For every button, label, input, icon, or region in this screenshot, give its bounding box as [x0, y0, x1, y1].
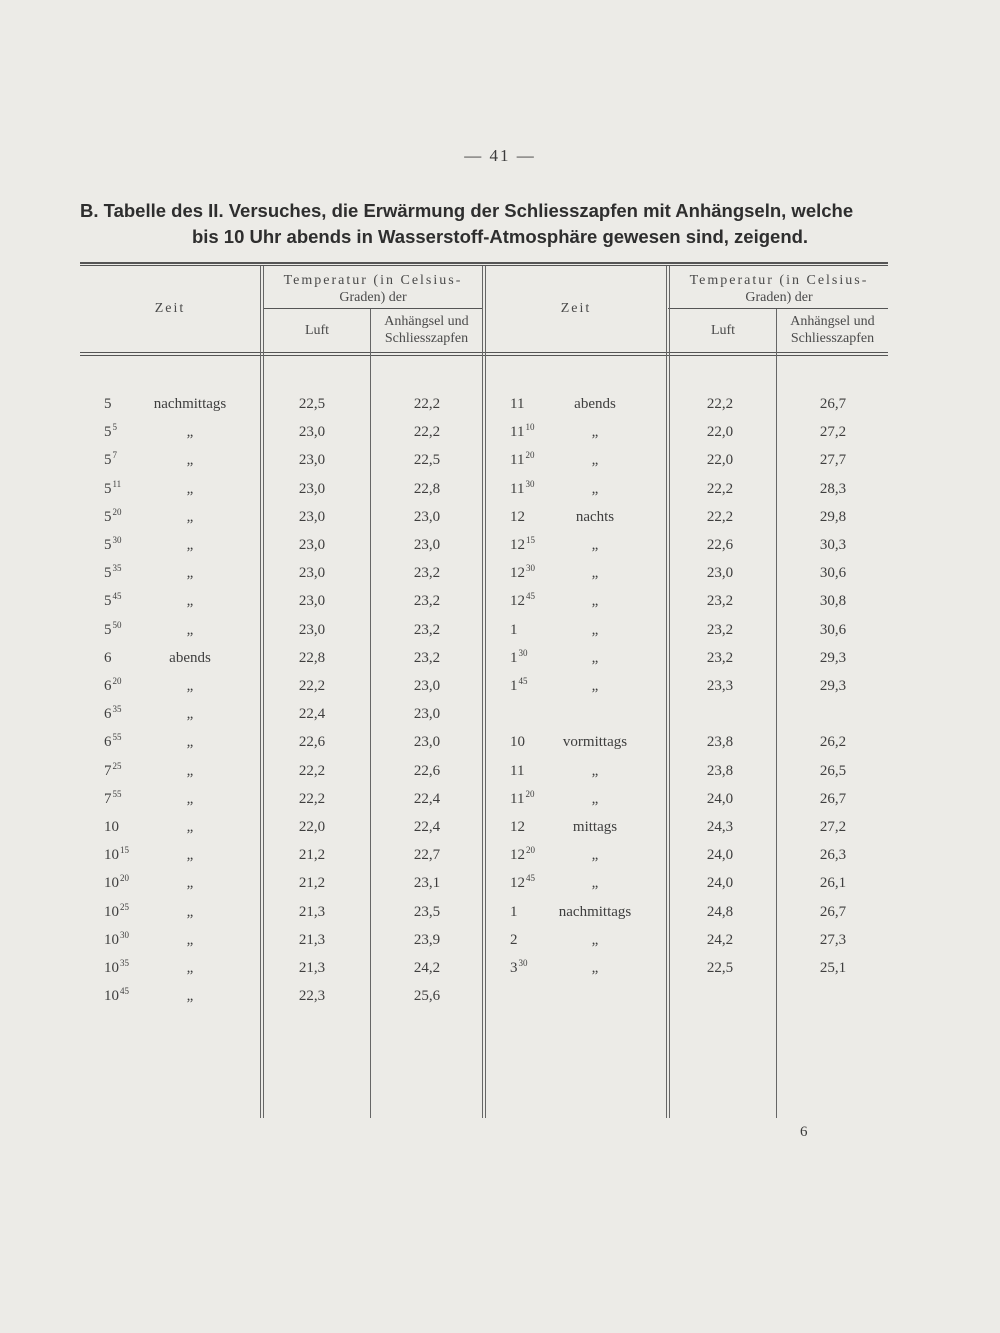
time-hour: 11: [510, 790, 525, 807]
time-hour: 7: [104, 762, 112, 779]
time-minutes: 50: [112, 619, 122, 630]
left-anh-value: 22,4: [413, 790, 441, 807]
left-time: [104, 706, 122, 723]
time-hour: 6: [104, 734, 112, 751]
right-time: [510, 932, 518, 949]
left-anh-value: 23,1: [413, 875, 441, 892]
right-luft-value: 22,2: [706, 396, 734, 412]
left-anh-value: 22,6: [413, 762, 441, 779]
right-anh-value: 27,2: [819, 424, 847, 441]
time-hour: 10: [104, 931, 119, 948]
left-luft-value: 22,5: [298, 396, 326, 412]
left-luft-value: 22,6: [298, 734, 326, 751]
left-luft-value: 22,2: [298, 678, 326, 694]
right-luft-value: 23,3: [706, 678, 734, 694]
right-anh-value: 30,6: [819, 621, 847, 638]
header-anh-line1: Anhängsel und: [384, 314, 469, 329]
time-minutes: 10: [525, 422, 535, 433]
time-minutes: 35: [120, 958, 129, 968]
header-bottom-rule: [80, 352, 888, 353]
page-number: — 41 —: [464, 146, 536, 165]
time-minutes: 30: [518, 958, 528, 968]
right-luft-value: 22,2: [706, 508, 734, 525]
left-time-word: „: [186, 593, 194, 610]
left-anh-value: 23,9: [413, 931, 441, 948]
time-hour: 6: [104, 678, 112, 694]
right-luft-value: 22,5: [706, 960, 734, 976]
left-time-word: „: [186, 903, 194, 920]
left-time: [104, 760, 122, 780]
left-anh-value: 23,2: [413, 565, 441, 582]
left-time-word: „: [186, 762, 194, 779]
right-time: [510, 622, 518, 639]
left-time: [104, 875, 129, 892]
time-hour: 5: [104, 480, 112, 497]
left-time: [104, 619, 122, 639]
right-time-word: „: [591, 960, 599, 976]
left-time-word: „: [186, 621, 194, 638]
left-luft-value: 22,2: [298, 762, 326, 779]
right-anh-value: 27,7: [819, 452, 847, 469]
left-anh-value: 22,5: [413, 452, 441, 469]
right-time-word: „: [591, 762, 599, 779]
left-time-word: „: [186, 508, 194, 525]
right-time: [510, 875, 535, 892]
right-time: [510, 478, 535, 498]
header-temp-line1: Temperatur (in Celsius-: [689, 273, 869, 288]
right-luft-value: 23,0: [706, 565, 734, 582]
left-luft-value: 22,3: [298, 988, 326, 1005]
time-hour: 5: [104, 565, 112, 582]
left-time-word: „: [186, 678, 194, 694]
time-hour: 12: [510, 593, 525, 610]
right-luft-value: 23,2: [706, 593, 734, 610]
right-anh-value: 27,2: [819, 819, 847, 835]
time-minutes: 20: [120, 873, 129, 884]
time-minutes: 20: [112, 676, 122, 686]
left-time: [104, 396, 112, 413]
left-time-word: „: [186, 988, 194, 1005]
right-anh-value: 26,3: [819, 847, 847, 864]
left-time-word: „: [186, 960, 194, 976]
time-minutes: 45: [120, 986, 129, 997]
time-minutes: 45: [518, 676, 528, 686]
time-hour: 5: [104, 537, 112, 553]
right-time-word: „: [591, 678, 599, 694]
right-time-word: „: [591, 593, 599, 610]
left-luft-value: 21,2: [298, 847, 326, 864]
time-hour: 5: [104, 396, 112, 412]
left-time: [104, 988, 129, 1005]
left-time-word: „: [186, 819, 194, 835]
right-anh-value: 27,3: [819, 931, 847, 948]
right-luft-value: 23,8: [706, 762, 734, 779]
right-time: [510, 452, 534, 469]
right-time: [510, 819, 525, 836]
header-temp-line1: Temperatur (in Celsius-: [283, 273, 463, 288]
left-time: [104, 537, 122, 554]
time-minutes: 30: [526, 563, 535, 574]
left-luft-value: 23,0: [298, 537, 326, 553]
right-anh-value: 29,8: [819, 508, 847, 525]
time-minutes: 30: [525, 478, 535, 489]
left-time-word: „: [186, 452, 194, 469]
right-time-word: „: [591, 565, 599, 582]
header-anh-left: [371, 313, 482, 347]
header-zeit-right: Zeit: [560, 301, 592, 316]
left-time-word: „: [186, 565, 194, 582]
time-minutes: 45: [526, 591, 535, 602]
header-bottom-rule-2: [80, 355, 888, 356]
time-hour: 10: [510, 734, 525, 751]
left-luft-value: 21,2: [298, 875, 326, 892]
header-anh-line2: Schliesszapfen: [790, 331, 875, 346]
header-temp-right: [670, 272, 888, 306]
header-sub-rule-left: [264, 308, 482, 309]
time-minutes: 30: [112, 535, 122, 545]
header-sub-rule-right: [668, 308, 888, 309]
left-luft-value: 23,0: [298, 593, 326, 610]
time-hour: 11: [510, 396, 525, 412]
time-minutes: 55: [112, 788, 122, 799]
left-luft-value: 22,8: [298, 649, 326, 666]
time-hour: 1: [510, 678, 518, 694]
time-hour: 12: [510, 875, 525, 892]
right-time-word: mittags: [572, 819, 618, 835]
left-anh-value: 25,6: [413, 988, 441, 1005]
right-time: [510, 678, 528, 695]
left-luft-value: 21,3: [298, 931, 326, 948]
right-time: [510, 593, 535, 610]
time-hour: 10: [104, 960, 119, 976]
left-time: [104, 734, 122, 751]
left-luft-value: 23,0: [298, 424, 326, 441]
left-time-word: „: [186, 480, 194, 497]
left-time: [104, 424, 117, 441]
right-anh-value: 29,3: [819, 678, 847, 694]
left-anh-value: 24,2: [413, 960, 441, 976]
left-time-word: „: [186, 790, 194, 807]
right-time: [510, 509, 525, 526]
time-minutes: 5: [112, 422, 117, 433]
time-hour: 11: [510, 452, 525, 469]
right-time: [510, 734, 525, 751]
right-time: [510, 647, 528, 667]
left-time-word: „: [186, 875, 194, 892]
right-luft-value: 24,3: [706, 819, 734, 835]
time-hour: 10: [104, 988, 119, 1005]
vline-zeit-right: [666, 266, 667, 1118]
time-hour: 5: [104, 508, 112, 525]
vline-zeit-left-2: [263, 266, 264, 1118]
vline-mid: [482, 266, 483, 1118]
left-luft-value: 22,0: [298, 819, 326, 835]
time-hour: 3: [510, 960, 518, 976]
left-time: [104, 650, 112, 667]
right-luft-value: 23,2: [706, 649, 734, 666]
right-luft-value: 24,0: [706, 875, 734, 892]
time-hour: 11: [510, 424, 525, 441]
left-luft-value: 23,0: [298, 452, 326, 469]
time-hour: 5: [104, 424, 112, 441]
time-minutes: 35: [112, 704, 122, 715]
left-anh-value: 23,0: [413, 678, 441, 694]
left-luft-value: 22,2: [298, 790, 326, 807]
time-hour: 5: [104, 452, 112, 469]
time-minutes: 11: [112, 478, 122, 489]
time-hour: 10: [104, 819, 119, 835]
right-luft-value: 22,6: [706, 537, 734, 553]
vline-mid-2: [485, 266, 486, 1118]
left-time-word: abends: [169, 649, 211, 666]
right-anh-value: 26,2: [819, 734, 847, 751]
right-time: [510, 565, 535, 582]
time-hour: 1: [510, 903, 518, 920]
time-hour: 10: [104, 847, 119, 864]
vline-zeit-right-2: [669, 266, 670, 1118]
left-anh-value: 22,7: [413, 847, 441, 864]
right-luft-value: 24,0: [706, 847, 734, 864]
table-title: [80, 198, 920, 250]
time-hour: 12: [510, 819, 525, 835]
header-temp-line2: Graden) der: [745, 290, 813, 305]
right-time-word: „: [591, 452, 599, 469]
time-hour: 10: [104, 875, 119, 892]
right-time-word: „: [591, 537, 599, 553]
right-time-word: „: [591, 621, 599, 638]
footer-sheet-number: 6: [800, 1124, 808, 1140]
right-time-word: nachmittags: [558, 903, 632, 920]
time-minutes: 20: [525, 450, 535, 461]
time-minutes: 20: [112, 506, 122, 517]
right-time: [510, 424, 534, 441]
right-time: [510, 788, 535, 808]
right-luft-value: 23,8: [706, 734, 734, 751]
right-time: [510, 960, 528, 977]
left-anh-value: 23,2: [413, 621, 441, 638]
right-time-word: „: [591, 875, 599, 892]
left-time: [104, 478, 122, 498]
left-luft-value: 23,0: [298, 480, 326, 497]
right-luft-value: 24,8: [706, 903, 734, 920]
right-time-word: abends: [574, 396, 616, 412]
left-time-word: „: [186, 734, 194, 751]
header-temp-line2: Graden) der: [339, 290, 407, 305]
table-top-rule-thin: [80, 265, 888, 266]
right-time: [510, 537, 535, 554]
right-anh-value: 25,1: [819, 960, 847, 976]
time-minutes: 7: [112, 450, 117, 461]
right-time-word: „: [591, 480, 599, 497]
table-top-rule: [80, 262, 888, 264]
header-anh-right: [777, 313, 888, 347]
right-luft-value: 24,0: [706, 790, 734, 807]
header-luft-right: Luft: [710, 323, 736, 338]
header-anh-line2: Schliesszapfen: [384, 331, 469, 346]
right-anh-value: 28,3: [819, 480, 847, 497]
left-anh-value: 23,0: [413, 706, 441, 723]
left-time: [104, 565, 122, 582]
left-time: [104, 678, 122, 695]
left-luft-value: 23,0: [298, 621, 326, 638]
right-time-word: „: [591, 847, 599, 864]
left-luft-value: 23,0: [298, 508, 326, 525]
time-hour: 1: [510, 649, 518, 666]
time-hour: 5: [104, 621, 112, 638]
right-anh-value: 30,3: [819, 537, 847, 553]
left-anh-value: 22,4: [413, 819, 441, 835]
header-anh-line1: Anhängsel und: [790, 314, 875, 329]
right-luft-value: 22,0: [706, 424, 734, 441]
time-minutes: 25: [120, 901, 129, 912]
right-time: [510, 847, 535, 864]
right-time-word: „: [591, 424, 599, 441]
right-luft-value: 22,2: [706, 480, 734, 497]
right-anh-value: 26,1: [819, 875, 847, 892]
time-hour: 12: [510, 847, 525, 864]
left-time: [104, 901, 129, 921]
left-time: [104, 819, 119, 836]
left-luft-value: 22,4: [298, 706, 326, 723]
right-anh-value: 26,7: [819, 396, 847, 412]
left-anh-value: 23,2: [413, 593, 441, 610]
right-anh-value: 26,7: [819, 790, 847, 807]
left-time: [104, 847, 129, 864]
time-minutes: 55: [112, 732, 122, 743]
time-minutes: 25: [112, 760, 122, 771]
left-anh-value: 23,5: [413, 903, 441, 920]
header-zeit-left: Zeit: [154, 301, 186, 316]
right-time-word: nachts: [575, 508, 615, 525]
time-hour: 11: [510, 480, 525, 497]
title-line-1: B. Tabelle des II. Versuches, die Erwärmung der Schliesszapfen mit Anhängseln, welche: [80, 200, 854, 221]
right-anh-value: 30,6: [819, 565, 847, 582]
left-anh-value: 23,0: [413, 734, 441, 751]
time-hour: 10: [104, 903, 119, 920]
right-anh-value: 30,8: [819, 593, 847, 610]
left-time-word: „: [186, 706, 194, 723]
time-minutes: 45: [526, 873, 535, 884]
right-anh-value: 26,5: [819, 762, 847, 779]
vline-luft-right: [776, 309, 777, 1118]
header-luft-left: Luft: [304, 323, 330, 338]
left-time: [104, 929, 129, 949]
right-time: [510, 763, 524, 780]
right-luft-value: 24,2: [706, 931, 734, 948]
left-anh-value: 22,8: [413, 480, 441, 497]
left-time-word: „: [186, 424, 194, 441]
right-luft-value: 22,0: [706, 452, 734, 469]
time-minutes: 15: [526, 535, 535, 545]
left-luft-value: 21,3: [298, 903, 326, 920]
time-hour: 6: [104, 649, 112, 666]
right-time-word: „: [591, 931, 599, 948]
right-time-word: „: [591, 790, 599, 807]
time-minutes: 45: [112, 591, 122, 602]
time-hour: 12: [510, 537, 525, 553]
time-minutes: 20: [526, 845, 535, 856]
time-hour: 1: [510, 621, 518, 638]
vline-luft-left: [370, 309, 371, 1118]
time-hour: 5: [104, 593, 112, 610]
left-anh-value: 22,2: [413, 424, 441, 441]
left-time-word: nachmittags: [153, 396, 227, 412]
time-hour: 12: [510, 565, 525, 582]
left-time-word: „: [186, 537, 194, 553]
left-time: [104, 788, 122, 808]
left-time: [104, 960, 129, 977]
right-anh-value: 26,7: [819, 903, 847, 920]
left-time: [104, 506, 122, 526]
time-minutes: 20: [525, 788, 535, 799]
right-luft-value: 23,2: [706, 621, 734, 638]
time-minutes: 35: [112, 563, 122, 574]
left-time-word: „: [186, 931, 194, 948]
time-hour: 2: [510, 931, 518, 948]
time-hour: 6: [104, 706, 112, 723]
title-line-2: bis 10 Uhr abends in Wasserstoff-Atmosphäre gewesen sind, zeigend.: [191, 226, 809, 247]
left-luft-value: 21,3: [298, 960, 326, 976]
left-time: [104, 593, 122, 610]
time-minutes: 30: [120, 929, 129, 940]
right-time: [510, 904, 518, 921]
left-luft-value: 23,0: [298, 565, 326, 582]
right-anh-value: 29,3: [819, 649, 847, 666]
vline-zeit-left: [260, 266, 261, 1118]
left-anh-value: 23,0: [413, 537, 441, 553]
right-time-word: „: [591, 649, 599, 666]
left-anh-value: 23,0: [413, 508, 441, 525]
right-time: [510, 396, 524, 413]
right-time-word: vormittags: [562, 734, 628, 751]
left-anh-value: 22,2: [413, 396, 441, 412]
time-hour: 7: [104, 790, 112, 807]
left-anh-value: 23,2: [413, 649, 441, 666]
header-temp-left: [264, 272, 482, 306]
time-hour: 11: [510, 762, 525, 779]
left-time-word: „: [186, 847, 194, 864]
time-hour: 12: [510, 508, 525, 525]
time-minutes: 15: [120, 845, 129, 856]
time-minutes: 30: [518, 647, 528, 658]
left-time: [104, 452, 117, 469]
